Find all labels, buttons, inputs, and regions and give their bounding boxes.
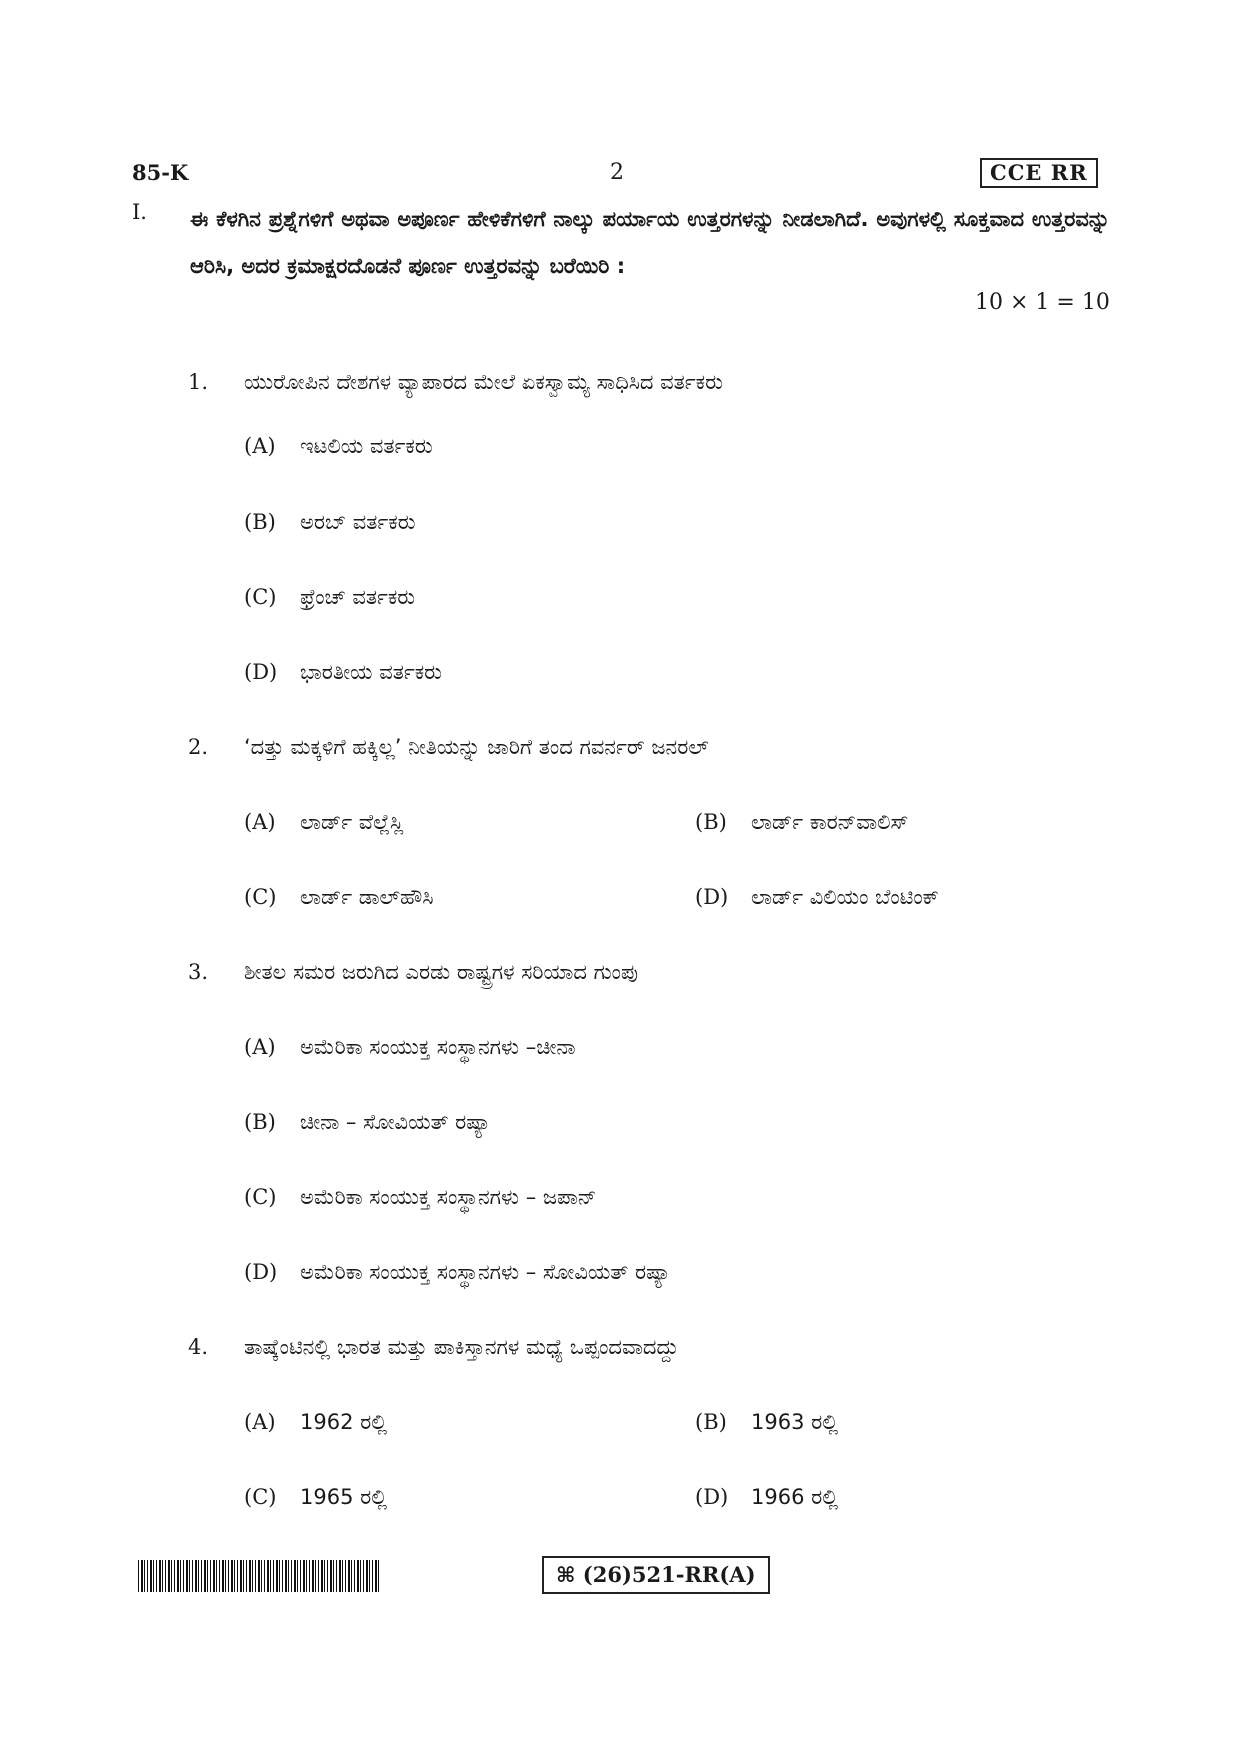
paper-tag: CCE RR — [980, 158, 1098, 188]
option-text: ಅರಬ್ ವರ್ತಕರು — [300, 510, 416, 534]
section-number: I. — [132, 200, 147, 224]
option-label: (C) — [244, 885, 277, 909]
option-label: (A) — [244, 1410, 276, 1434]
option-text: ಇಟಲಿಯ ವರ್ತಕರು — [300, 434, 433, 458]
question-number: 3. — [188, 960, 209, 984]
option-text: ಅಮೆರಿಕಾ ಸಂಯುಕ್ತ ಸಂಸ್ಥಾನಗಳು – ಸೋವಿಯತ್ ರಷ್ಯಾ — [300, 1260, 671, 1284]
option-label: (B) — [244, 1110, 276, 1134]
option-label: (D) — [695, 1485, 729, 1509]
option-text: ಲಾರ್ಡ್ ಕಾರನ್‌ವಾಲಿಸ್ — [751, 810, 909, 834]
option-label: (D) — [244, 660, 278, 684]
option-text: 1965 ರಲ್ಲಿ — [300, 1485, 388, 1509]
section-marks: 10 × 1 = 10 — [975, 290, 1110, 315]
option-label: (B) — [695, 1410, 727, 1434]
option-text: ಚೀನಾ – ಸೋವಿಯತ್ ರಷ್ಯಾ — [300, 1110, 491, 1134]
page-number: 2 — [610, 160, 624, 185]
paper-code: 85-K — [132, 160, 189, 185]
option-label: (B) — [244, 510, 276, 534]
option-text: ಲಾರ್ಡ್ ಡಾಲ್‌ಹೌಸಿ — [300, 885, 434, 909]
question-text: ಶೀತಲ ಸಮರ ಜರುಗಿದ ಎರಡು ರಾಷ್ಟ್ರಗಳ ಸರಿಯಾದ ಗುಂಪು — [244, 960, 639, 984]
option-text: ಫ್ರೆಂಚ್ ವರ್ತಕರು — [300, 585, 416, 609]
option-label: (D) — [695, 885, 729, 909]
option-label: (B) — [695, 810, 727, 834]
option-label: (C) — [244, 1485, 277, 1509]
section-instruction: ಈ ಕೆಳಗಿನ ಪ್ರಶ್ನೆಗಳಿಗೆ ಅಥವಾ ಅಪೂರ್ಣ ಹೇಳಿಕೆಗಳಿಗೆ ನಾಲ್ಕು ಪರ್ಯಾಯ ಉತ್ತರಗಳನ್ನು ನೀಡಲಾಗಿದೆ. ಅವುಗಳಲ್ಲಿ ಸೂಕ್ತವಾದ ಉತ್ತರವನ್ನು ಆರಿಸಿ, ಅದರ ಕ್ರಮಾಕ್ಷರದೊಡನೆ ಪೂರ್ಣ ಉತ್ತರವನ್ನು ಬರೆಯಿರಿ : — [190, 207, 1110, 278]
question-number: 1. — [188, 370, 209, 394]
question-text: ‘ದತ್ತು ಮಕ್ಕಳಿಗೆ ಹಕ್ಕಿಲ್ಲ’ ನೀತಿಯನ್ನು ಜಾರಿಗೆ ತಂದ ಗವರ್ನರ್ ಜನರಲ್ — [244, 735, 709, 759]
option-label: (A) — [244, 1035, 276, 1059]
footer-code: ⌘ (26)521-RR(A) — [542, 1556, 770, 1594]
option-text: ಭಾರತೀಯ ವರ್ತಕರು — [300, 660, 442, 684]
option-text: ಲಾರ್ಡ್ ವಿಲಿಯಂ ಬೆಂಟಿಂಕ್ — [751, 885, 939, 909]
option-label: (A) — [244, 810, 276, 834]
option-text: 1962 ರಲ್ಲಿ — [300, 1410, 388, 1434]
option-label: (C) — [244, 585, 277, 609]
option-text: ಅಮೆರಿಕಾ ಸಂಯುಕ್ತ ಸಂಸ್ಥಾನಗಳು – ಜಪಾನ್ — [300, 1185, 597, 1209]
option-text: 1963 ರಲ್ಲಿ — [751, 1410, 839, 1434]
barcode — [138, 1560, 380, 1592]
option-label: (A) — [244, 434, 276, 458]
option-label: (C) — [244, 1185, 277, 1209]
question-number: 2. — [188, 735, 209, 759]
option-text: ಅಮೆರಿಕಾ ಸಂಯುಕ್ತ ಸಂಸ್ಥಾನಗಳು –ಚೀನಾ — [300, 1035, 576, 1059]
option-text: 1966 ರಲ್ಲಿ — [751, 1485, 839, 1509]
question-text: ತಾಷ್ಕೆಂಟಿನಲ್ಲಿ ಭಾರತ ಮತ್ತು ಪಾಕಿಸ್ತಾನಗಳ ಮಧ್ಯೆ ಒಪ್ಪಂದವಾದದ್ದು — [244, 1335, 679, 1359]
question-number: 4. — [188, 1335, 209, 1359]
question-text: ಯುರೋಪಿನ ದೇಶಗಳ ವ್ಯಾಪಾರದ ಮೇಲೆ ಏಕಸ್ವಾಮ್ಯ ಸಾಧಿಸಿದ ವರ್ತಕರು — [244, 370, 723, 394]
option-text: ಲಾರ್ಡ್ ವೆಲ್ಲೆಸ್ಲಿ — [300, 810, 404, 834]
option-label: (D) — [244, 1260, 278, 1284]
